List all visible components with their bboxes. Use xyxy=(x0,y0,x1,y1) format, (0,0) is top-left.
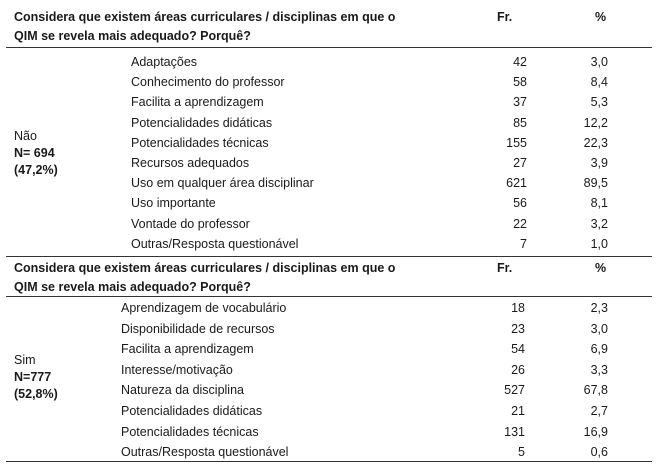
row-frequency: 18 xyxy=(511,301,525,315)
row-label: Uso importante xyxy=(131,196,216,211)
row-frequency: 621 xyxy=(506,176,527,191)
row-frequency: 56 xyxy=(513,196,527,211)
row-frequency: 7 xyxy=(520,236,527,251)
row-label: Potencialidades didáticas xyxy=(131,115,273,130)
section-1-question xyxy=(14,8,395,46)
row-percentage: 6,9 xyxy=(590,342,608,357)
row-frequency: 54 xyxy=(511,342,525,357)
table-row xyxy=(0,298,661,318)
row-label: Outras/Resposta questionável xyxy=(121,445,289,460)
row-frequency: 5 xyxy=(518,445,525,460)
row-percentage: 3,3 xyxy=(590,362,608,377)
table-row xyxy=(0,401,661,421)
col-header-pct: % xyxy=(595,261,607,275)
row-label: Interesse/motivação xyxy=(121,362,233,377)
row-label: Potencialidades técnicas xyxy=(121,424,259,439)
table-row xyxy=(0,133,661,153)
row-percentage: 8,4 xyxy=(590,75,608,90)
table-row xyxy=(0,52,661,72)
row-frequency: 26 xyxy=(511,362,525,377)
col-header-fr: Fr. xyxy=(497,10,513,24)
row-label: Facilita a aprendizagem xyxy=(131,95,264,110)
row-label: Outras/Resposta questionável xyxy=(131,236,299,251)
row-frequency: 21 xyxy=(511,404,525,418)
row-label: Adaptações xyxy=(131,55,198,69)
row-percentage: 3,0 xyxy=(590,55,608,69)
row-percentage: 3,0 xyxy=(590,321,608,336)
row-percentage: 16,9 xyxy=(583,424,608,439)
table-row xyxy=(0,113,661,133)
table-row xyxy=(0,92,661,112)
row-label: Natureza da disciplina xyxy=(121,383,244,398)
row-label: Recursos adequados xyxy=(131,156,250,170)
row-label: Aprendizagem de vocabulário xyxy=(121,301,287,315)
row-percentage: 22,3 xyxy=(583,135,608,150)
col-header-fr: Fr. xyxy=(497,261,513,275)
row-frequency: 42 xyxy=(513,55,527,69)
row-percentage: 3,2 xyxy=(590,216,608,231)
table-row xyxy=(0,72,661,92)
table-row xyxy=(0,153,661,173)
row-frequency: 85 xyxy=(513,115,527,130)
row-frequency: 527 xyxy=(504,383,525,398)
row-percentage: 89,5 xyxy=(583,176,608,191)
table-row xyxy=(0,360,661,380)
group-n: N=777 xyxy=(14,370,52,384)
row-percentage: 8,1 xyxy=(590,196,608,211)
table-row xyxy=(0,442,661,462)
row-frequency: 22 xyxy=(513,216,527,231)
group-pct: (52,8%) xyxy=(14,387,58,401)
row-label: Vontade do professor xyxy=(131,216,250,231)
bottom-rule xyxy=(6,461,652,462)
row-frequency: 37 xyxy=(513,95,527,110)
row-percentage: 1,0 xyxy=(590,236,608,251)
row-percentage: 2,7 xyxy=(590,404,608,418)
table-row xyxy=(0,319,661,339)
row-label: Conhecimento do professor xyxy=(131,75,285,90)
row-frequency: 155 xyxy=(506,135,527,150)
section-divider xyxy=(6,256,652,257)
table-row xyxy=(0,214,661,234)
group-label: Não xyxy=(14,129,37,143)
table-row xyxy=(0,339,661,359)
table-row xyxy=(0,380,661,400)
col-header-pct: % xyxy=(595,10,607,24)
row-percentage: 2,3 xyxy=(590,301,608,315)
question-line-2: QIM se revela mais adequado? Porquê? xyxy=(14,29,251,43)
row-percentage: 3,9 xyxy=(590,156,608,170)
table-row xyxy=(0,234,661,254)
row-frequency: 27 xyxy=(513,156,527,170)
row-frequency: 131 xyxy=(504,424,525,439)
row-percentage: 5,3 xyxy=(590,95,608,110)
table-row xyxy=(0,173,661,193)
header-rule xyxy=(6,47,652,48)
header-rule xyxy=(6,296,652,297)
row-percentage: 12,2 xyxy=(583,115,608,130)
row-frequency: 58 xyxy=(513,75,527,90)
row-percentage: 67,8 xyxy=(583,383,608,398)
row-label: Disponibilidade de recursos xyxy=(121,321,275,336)
row-label: Facilita a aprendizagem xyxy=(121,342,254,357)
group-pct: (47,2%) xyxy=(14,163,58,177)
row-frequency: 23 xyxy=(511,321,525,336)
row-percentage: 0,6 xyxy=(590,445,608,460)
table-row xyxy=(0,193,661,213)
group-label: Sim xyxy=(14,353,36,367)
section-2-question xyxy=(14,259,395,297)
group-n: N= 694 xyxy=(14,146,55,160)
row-label: Potencialidades técnicas xyxy=(131,135,269,150)
table-row xyxy=(0,422,661,442)
row-label: Uso em qualquer área disciplinar xyxy=(131,176,314,191)
question-line-1: Considera que existem áreas curriculares / disciplinas em que o xyxy=(14,10,396,24)
question-line-2: QIM se revela mais adequado? Porquê? xyxy=(14,280,251,294)
question-line-1: Considera que existem áreas curriculares / disciplinas em que o xyxy=(14,261,396,275)
row-label: Potencialidades didáticas xyxy=(121,404,263,418)
